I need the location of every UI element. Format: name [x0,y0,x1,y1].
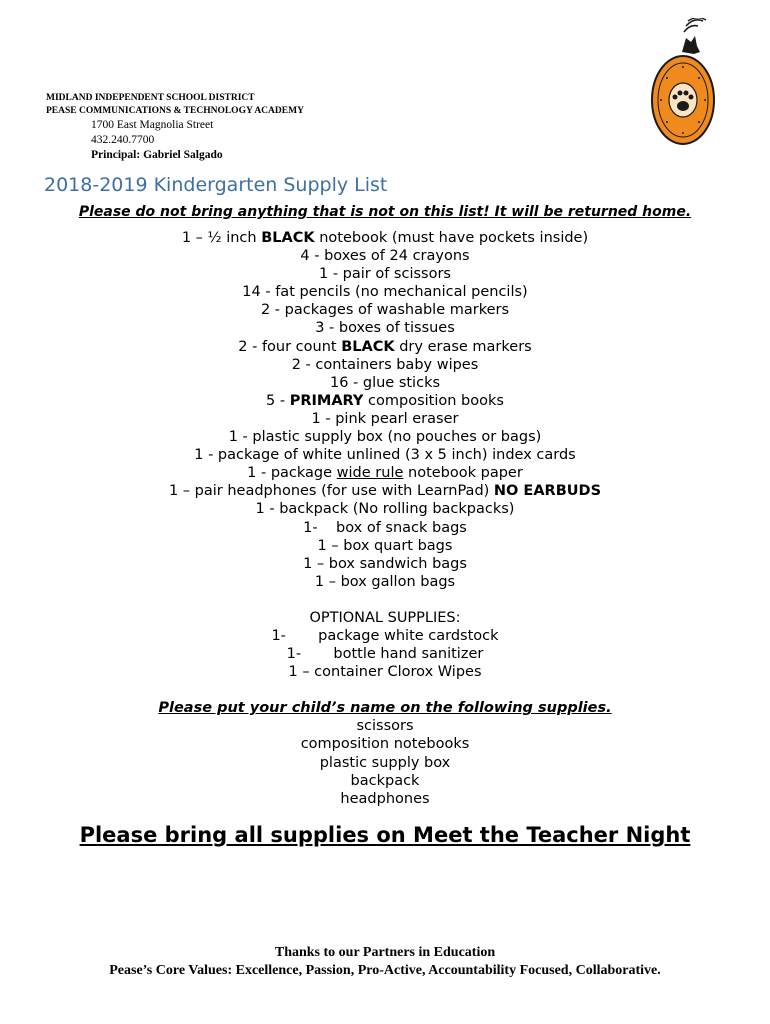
list-item [0,229,770,247]
item-pre: 1 - package of white unlined (3 x 5 inch) index cards [194,447,576,464]
list-item [0,555,770,573]
list-item [0,301,770,319]
list-item [0,374,770,392]
list-item: plastic supply box [319,754,451,771]
list-item [0,500,770,518]
footer [0,944,770,979]
item-pre: 1 – box quart bags [317,537,453,554]
item-post: notebook (must have pockets inside) [314,230,589,246]
spacer [0,681,770,699]
principal-name: Principal: Gabriel Salgado [91,149,223,161]
spacer [0,591,770,609]
item-bold: NO EARBUDS [493,483,602,500]
item-pre: 1 - plastic supply box (no pouches or bags) [228,429,542,446]
list-item [0,482,770,500]
item-bold: PRIMARY [289,392,364,409]
list-item [0,428,770,446]
list-item [0,319,770,337]
item-post: notebook paper [403,465,523,482]
item-bold: BLACK [341,338,395,355]
list-item [0,410,770,428]
list-item [0,283,770,301]
item-pre: 1 - package [247,465,337,482]
warning-note: Please do not bring anything that is not on this list! It will be returned home. [78,204,692,220]
name-label-heading: Please put your child’s name on the following supplies. [158,700,612,717]
required-supplies [0,229,770,591]
list-item [0,573,770,591]
list-item: backpack [350,772,420,789]
list-item [0,464,770,482]
core-values-line: Pease’s Core Values: Excellence, Passion, Pro-Active, Accountability Focused, Collaborative. [109,962,661,978]
item-pre: 2 - packages of washable markers [260,302,510,319]
list-item [0,338,770,356]
list-item [0,356,770,374]
item-pre: 4 - boxes of 24 crayons [300,248,470,265]
item-pre: 2 - containers baby wipes [291,356,479,373]
item-pre: 1 – box gallon bags [314,573,456,590]
item-pre: 1 - pair of scissors [318,266,451,283]
item-underline: wide rule [336,465,404,482]
street-address: 1700 East Magnolia Street [91,119,214,131]
list-item: 1 – container Clorox Wipes [288,664,482,681]
page-title: 2018-2019 Kindergarten Supply List [44,174,388,196]
item-pre: 1 - pink pearl eraser [311,410,459,427]
district-name: MIDLAND INDEPENDENT SCHOOL DISTRICT [46,93,255,103]
list-item [0,247,770,265]
list-item [0,519,770,537]
partners-line: Thanks to our Partners in Education [274,945,496,960]
item-pre: 1 – box sandwich bags [303,555,467,572]
letterhead [46,92,304,163]
list-item: scissors [356,718,414,735]
item-pre: 14 - fat pencils (no mechanical pencils) [242,284,528,301]
school-seal-logo [648,18,730,146]
item-bold: BLACK [261,230,315,246]
academy-name: PEASE COMMUNICATIONS & TECHNOLOGY ACADEMY [46,106,304,116]
optional-heading: OPTIONAL SUPPLIES: [309,609,461,626]
item-pre: 5 - [266,392,290,409]
item-pre: 1 – ½ inch [181,230,262,246]
meet-teacher-reminder: Please bring all supplies on Meet the Teacher Night [79,823,691,847]
supply-list [0,229,770,808]
item-post: composition books [363,392,504,409]
item-post: dry erase markers [394,338,532,355]
item-pre: 1 - backpack (No rolling backpacks) [255,501,515,518]
list-item: headphones [340,790,430,807]
item-pre: 1 – pair headphones (for use with LearnPad) [168,483,494,500]
phone-number: 432.240.7700 [91,134,155,146]
list-item: 1- package white cardstock [271,627,499,644]
item-pre: 2 - four count [238,338,342,355]
list-item: 1- bottle hand sanitizer [286,646,484,663]
item-pre: 3 - boxes of tissues [315,320,455,337]
item-pre: 1- box of snack bags [303,519,467,536]
list-item [0,446,770,464]
item-pre: 16 - glue sticks [329,374,441,391]
list-item: composition notebooks [300,736,470,753]
list-item [0,265,770,283]
list-item [0,537,770,555]
list-item [0,392,770,410]
